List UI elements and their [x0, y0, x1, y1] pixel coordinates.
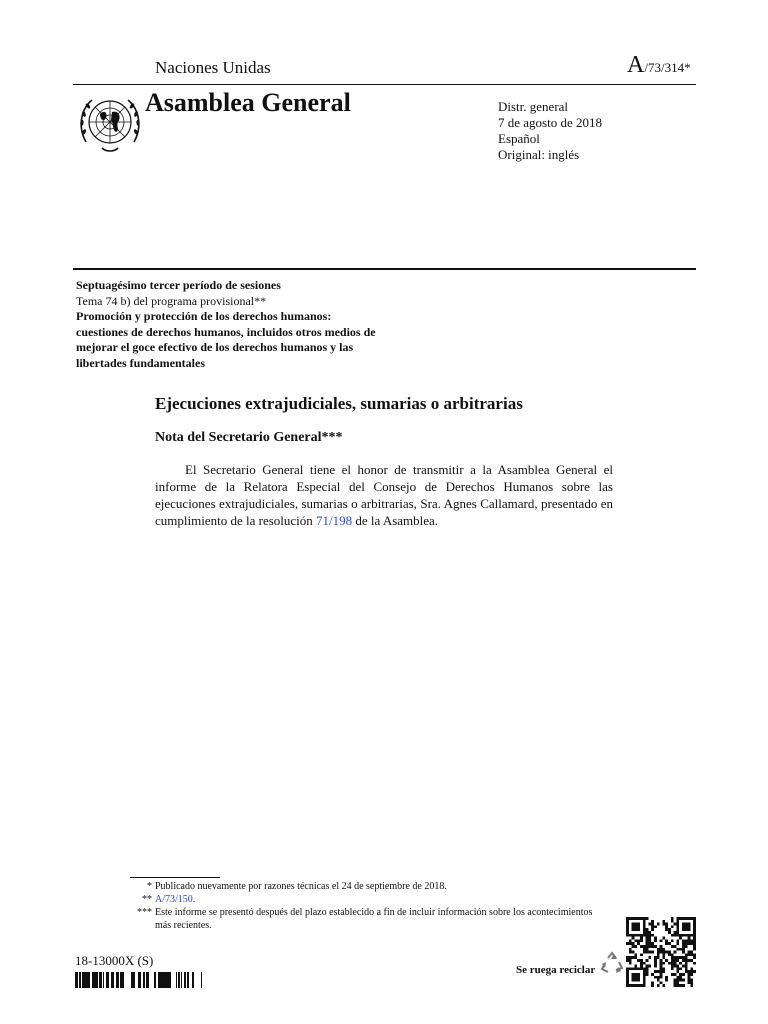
agenda-item: Tema 74 b) del programa provisional**: [76, 293, 267, 308]
footnote-1: [147, 880, 447, 893]
footnote-text: Este informe se presentó después del plazo establecido a fin de incluir información sobre los acontecimientos más recientes.: [155, 907, 593, 931]
footnote-text: .: [192, 894, 196, 905]
document-date: 7 de agosto de 2018: [498, 115, 602, 130]
note-title: Nota del Secretario General***: [155, 430, 343, 445]
footnote-2: [142, 893, 196, 906]
paragraph-text: El Secretario General tiene el honor de transmitir a la Asamblea General el informe de la Relatora Especial del Consejo de Derechos Humanos sobre las ejecuciones extrajudiciales, sumarias o arbitrarias, Sra. Agnes Callamard, presentado en cumplimiento de la resolución: [155, 462, 613, 528]
un-emblem-icon: [78, 92, 142, 156]
symbol-letter: A: [627, 52, 645, 78]
document-symbol: [627, 52, 691, 79]
original-language: Original: inglés: [498, 147, 580, 162]
paragraph-text-end: de la Asamblea.: [352, 513, 439, 528]
job-number: 18-13000X (S): [75, 953, 154, 968]
distribution-type: Distr. general: [498, 99, 569, 114]
recycle-icon: [599, 951, 625, 977]
footnote-rule: [130, 877, 220, 878]
session-title: Septuagésimo tercer período de sesiones: [76, 278, 281, 292]
barcode-icon: [75, 972, 202, 988]
organization-name: Naciones Unidas: [155, 58, 271, 77]
footnote-link[interactable]: A/73/150: [155, 894, 193, 905]
section-rule: [73, 268, 696, 270]
footnote-mark: *: [147, 881, 152, 892]
document-language: Español: [498, 131, 540, 146]
symbol-number: /73/314*: [644, 60, 691, 75]
footnote-text: Publicado nuevamente por razones técnicas el 24 de septiembre de 2018.: [155, 881, 447, 892]
session-block: [76, 278, 376, 371]
body-name: Asamblea General: [145, 88, 351, 117]
footnote-mark: ***: [137, 907, 152, 918]
distribution-block: [498, 99, 602, 163]
body-paragraph: [155, 461, 613, 529]
footnote-3: [137, 906, 605, 932]
header-rule: [73, 84, 696, 85]
document-title: Ejecuciones extrajudiciales, sumarias o arbitrarias: [155, 394, 523, 413]
qr-code-icon: [626, 917, 696, 987]
resolution-link[interactable]: 71/198: [316, 513, 353, 528]
footnote-mark: **: [142, 894, 152, 905]
recycle-label: Se ruega reciclar: [516, 964, 596, 976]
agenda-item-title: Promoción y protección de los derechos humanos: cuestiones de derechos humanos, incluidos otros medios de mejorar el goce efectivo de los derechos humanos y las libertades fundamentales: [76, 309, 376, 370]
